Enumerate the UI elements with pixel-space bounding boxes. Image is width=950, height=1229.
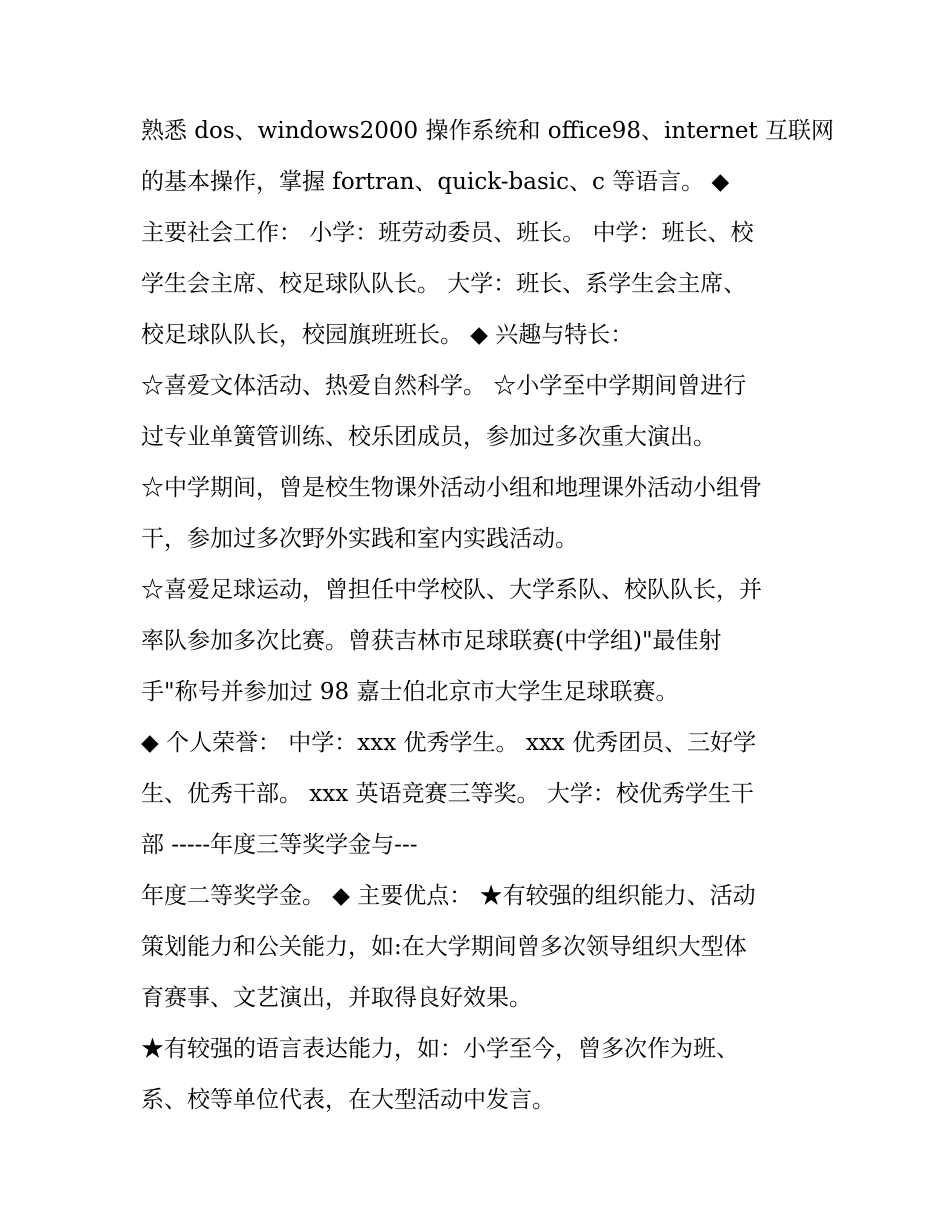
text-line: 年度二等奖学金。 ◆ 主要优点： ★有较强的组织能力、活动 bbox=[141, 883, 756, 909]
text-line: 校足球队队长，校园旗班班长。 ◆ 兴趣与特长： bbox=[141, 322, 634, 348]
text-line: 熟悉 dos、windows2000 操作系统和 office98、internet 互联网 bbox=[141, 118, 835, 144]
text-line: ☆喜爱足球运动，曾担任中学校队、大学系队、校队队长，并 bbox=[141, 577, 762, 603]
text-line: ☆喜爱文体活动、热爱自然科学。 ☆小学至中学期间曾进行 bbox=[141, 373, 747, 399]
text-line: ◆ 个人荣誉： 中学：xxx 优秀学生。 xxx 优秀团员、三好学 bbox=[141, 730, 757, 756]
text-line: 学生会主席、校足球队队长。 大学：班长、系学生会主席、 bbox=[141, 271, 747, 297]
text-line: 主要社会工作： 小学：班劳动委员、班长。 中学：班长、校 bbox=[141, 220, 754, 246]
text-line: 的基本操作，掌握 fortran、quick-basic、c 等语言。 ◆ bbox=[141, 169, 730, 195]
resume-text-block bbox=[141, 106, 835, 1126]
text-line: 策划能力和公关能力，如:在大学期间曾多次领导组织大型体 bbox=[141, 934, 747, 960]
text-line: ★有较强的语言表达能力，如：小学至今，曾多次作为班、 bbox=[141, 1036, 739, 1062]
text-line: ☆中学期间，曾是校生物课外活动小组和地理课外活动小组骨 bbox=[141, 475, 762, 501]
text-line: 生、优秀干部。 xxx 英语竞赛三等奖。 大学：校优秀学生干 bbox=[141, 781, 754, 807]
text-line: 手"称号并参加过 98 嘉士伯北京市大学生足球联赛。 bbox=[141, 679, 679, 705]
text-line: 率队参加多次比赛。曾获吉林市足球联赛(中学组)"最佳射 bbox=[141, 628, 722, 654]
text-line: 系、校等单位代表，在大型活动中发言。 bbox=[141, 1087, 555, 1113]
text-line: 育赛事、文艺演出，并取得良好效果。 bbox=[141, 985, 532, 1011]
text-line: 过专业单簧管训练、校乐团成员，参加过多次重大演出。 bbox=[141, 424, 716, 450]
text-line: 干，参加过多次野外实践和室内实践活动。 bbox=[141, 526, 578, 552]
text-line: 部 -----年度三等奖学金与--- bbox=[141, 832, 418, 858]
